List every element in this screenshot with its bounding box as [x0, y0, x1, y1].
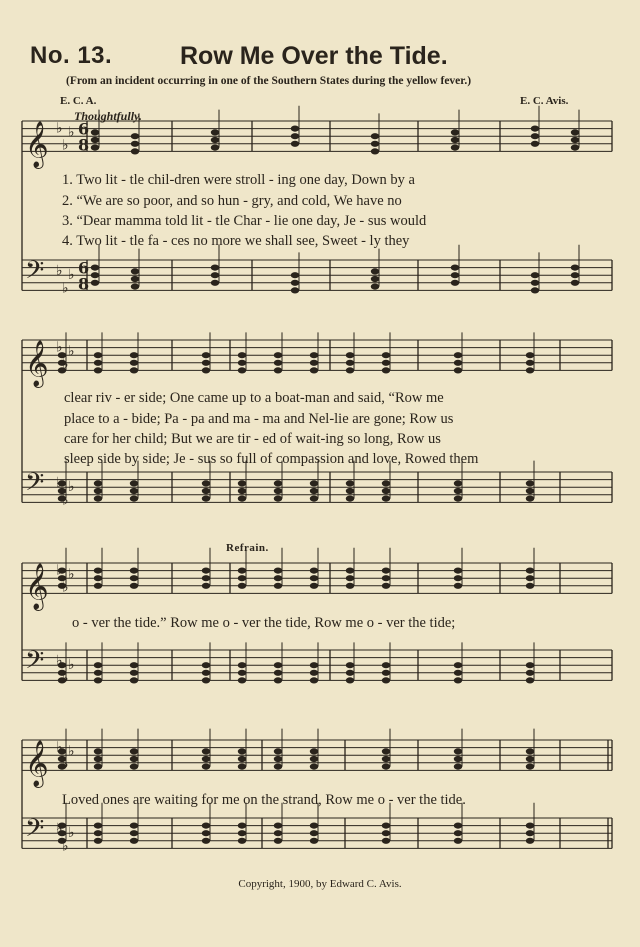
flat-icon: ♭	[62, 356, 69, 373]
note-head	[274, 352, 282, 358]
note-head	[310, 838, 318, 844]
flat-icon: ♭	[56, 263, 63, 280]
note-head	[526, 830, 534, 836]
flat-icon: ♭	[68, 657, 75, 674]
note-head	[531, 133, 539, 139]
hymn-number: No. 13.	[30, 42, 113, 69]
note-head	[571, 272, 579, 278]
flat-icon: ♭	[68, 566, 75, 583]
note-head	[346, 360, 354, 366]
note-head	[91, 280, 99, 286]
note-head	[310, 352, 318, 358]
note-head	[91, 265, 99, 271]
note-head	[382, 823, 390, 829]
note-head	[310, 488, 318, 494]
note-head	[310, 496, 318, 502]
note-head	[274, 748, 282, 754]
note-head	[274, 568, 282, 574]
note-head	[94, 496, 102, 502]
note-head	[274, 838, 282, 844]
note-head	[526, 480, 534, 486]
note-head	[571, 137, 579, 143]
note-head	[571, 280, 579, 286]
note-head	[238, 352, 246, 358]
note-head	[202, 496, 210, 502]
note-head	[346, 480, 354, 486]
note-head	[454, 480, 462, 486]
note-head	[130, 823, 138, 829]
note-head	[94, 575, 102, 581]
note-head	[371, 268, 379, 274]
note-head	[130, 583, 138, 589]
note-head	[94, 823, 102, 829]
note-head	[346, 488, 354, 494]
note-head	[346, 367, 354, 373]
note-head	[94, 838, 102, 844]
note-head	[202, 480, 210, 486]
bass-clef-icon: 𝄢	[25, 813, 45, 849]
hymn-note: (From an incident occurring in one of the Southern States during the yellow fever.)	[66, 75, 472, 87]
note-head	[130, 677, 138, 683]
note-head	[211, 272, 219, 278]
verse1-line2: clear riv - er side; One came up to a boat-man and said, “Row me	[64, 390, 444, 406]
flat-icon: ♭	[68, 343, 75, 360]
note-head	[202, 352, 210, 358]
note-head	[310, 480, 318, 486]
note-head	[310, 677, 318, 683]
note-head	[454, 488, 462, 494]
note-head	[526, 488, 534, 494]
note-head	[94, 662, 102, 668]
note-head	[382, 360, 390, 366]
note-head	[346, 677, 354, 683]
note-head	[211, 137, 219, 143]
note-head	[371, 284, 379, 290]
note-head	[382, 830, 390, 836]
note-head	[130, 352, 138, 358]
note-head	[526, 662, 534, 668]
note-head	[202, 488, 210, 494]
note-head	[130, 838, 138, 844]
note-head	[238, 764, 246, 770]
note-head	[94, 830, 102, 836]
note-head	[526, 367, 534, 373]
flat-icon: ♭	[62, 137, 69, 154]
refrain-line1: o - ver the tide.” Row me o - ver the tide, Row me o - ver the tide;	[72, 615, 456, 631]
note-head	[531, 141, 539, 147]
note-head	[531, 272, 539, 278]
note-head	[130, 568, 138, 574]
note-head	[274, 488, 282, 494]
refrain-label: Refrain.	[226, 542, 269, 554]
note-head	[346, 575, 354, 581]
note-head	[202, 568, 210, 574]
flat-icon: ♭	[56, 339, 63, 356]
note-head	[202, 764, 210, 770]
note-head	[274, 756, 282, 762]
note-head	[130, 756, 138, 762]
verse4-line2: sleep side by side; Je - sus so full of compassion and love, Rowed them	[64, 451, 479, 467]
note-head	[238, 677, 246, 683]
note-head	[130, 670, 138, 676]
note-head	[131, 133, 139, 139]
note-head	[274, 830, 282, 836]
note-head	[310, 583, 318, 589]
note-head	[346, 568, 354, 574]
flat-icon: ♭	[62, 492, 69, 509]
flat-icon: ♭	[62, 838, 69, 855]
note-head	[346, 583, 354, 589]
note-head	[274, 360, 282, 366]
note-head	[211, 265, 219, 271]
note-head	[94, 568, 102, 574]
note-head	[274, 670, 282, 676]
note-head	[346, 352, 354, 358]
note-head	[274, 496, 282, 502]
note-head	[454, 670, 462, 676]
note-head	[274, 583, 282, 589]
flat-icon: ♭	[56, 562, 63, 579]
note-head	[451, 145, 459, 151]
note-head	[202, 748, 210, 754]
note-head	[526, 575, 534, 581]
note-head	[94, 670, 102, 676]
note-head	[131, 141, 139, 147]
note-head	[238, 838, 246, 844]
bass-clef-icon: 𝄢	[25, 255, 45, 291]
note-head	[130, 360, 138, 366]
flat-icon: ♭	[62, 579, 69, 596]
verse3-line2: care for her child; But we are tir - ed of wait-ing so long, Row us	[64, 431, 441, 447]
flat-icon: ♭	[68, 825, 75, 842]
note-head	[94, 360, 102, 366]
note-head	[202, 670, 210, 676]
note-head	[454, 575, 462, 581]
flat-icon: ♭	[68, 743, 75, 760]
note-head	[238, 488, 246, 494]
time-signature: 8	[78, 274, 90, 294]
note-head	[382, 575, 390, 581]
note-head	[274, 677, 282, 683]
note-head	[131, 284, 139, 290]
note-head	[454, 748, 462, 754]
note-head	[91, 145, 99, 151]
note-head	[91, 137, 99, 143]
note-head	[211, 129, 219, 135]
note-head	[526, 838, 534, 844]
note-head	[291, 133, 299, 139]
note-head	[346, 670, 354, 676]
note-head	[382, 670, 390, 676]
note-head	[382, 748, 390, 754]
note-head	[238, 756, 246, 762]
note-head	[131, 268, 139, 274]
note-head	[91, 129, 99, 135]
music-credit: E. C. Avis.	[520, 95, 569, 107]
note-head	[382, 352, 390, 358]
flat-icon: ♭	[68, 267, 75, 284]
flat-icon: ♭	[68, 479, 75, 496]
note-head	[291, 126, 299, 132]
note-head	[382, 662, 390, 668]
note-head	[454, 756, 462, 762]
time-signature: 8	[78, 135, 90, 155]
note-head	[371, 148, 379, 154]
flat-icon: ♭	[62, 670, 69, 687]
note-head	[94, 764, 102, 770]
note-head	[382, 480, 390, 486]
note-head	[274, 367, 282, 373]
note-head	[131, 276, 139, 282]
note-head	[238, 367, 246, 373]
verse2-line2: place to a - bide; Pa - pa and ma - ma and Nel-lie are gone; Row us	[64, 411, 454, 427]
note-head	[382, 764, 390, 770]
note-head	[371, 276, 379, 282]
note-head	[202, 360, 210, 366]
note-head	[94, 677, 102, 683]
note-head	[526, 748, 534, 754]
bass-clef-icon: 𝄢	[25, 467, 45, 503]
note-head	[274, 823, 282, 829]
note-head	[130, 662, 138, 668]
note-head	[211, 145, 219, 151]
tempo-marking: Thoughtfully.	[74, 109, 142, 123]
note-head	[310, 748, 318, 754]
note-head	[526, 823, 534, 829]
note-head	[130, 480, 138, 486]
note-head	[531, 287, 539, 293]
note-head	[526, 670, 534, 676]
note-head	[310, 830, 318, 836]
note-head	[94, 583, 102, 589]
note-head	[91, 272, 99, 278]
note-head	[346, 662, 354, 668]
note-head	[382, 488, 390, 494]
note-head	[454, 367, 462, 373]
note-head	[94, 748, 102, 754]
verse1-line1: 1. Two lit - tle chil-dren were stroll - ing one day, Down by a	[62, 172, 415, 188]
note-head	[526, 568, 534, 574]
note-head	[382, 367, 390, 373]
note-head	[310, 568, 318, 574]
note-head	[202, 838, 210, 844]
note-head	[526, 496, 534, 502]
note-head	[130, 830, 138, 836]
note-head	[202, 756, 210, 762]
note-head	[94, 756, 102, 762]
time-signature: 6	[78, 119, 90, 139]
note-head	[382, 568, 390, 574]
note-head	[238, 496, 246, 502]
note-head	[382, 583, 390, 589]
note-head	[310, 756, 318, 762]
note-head	[130, 367, 138, 373]
note-head	[211, 280, 219, 286]
copyright-notice: Copyright, 1900, by Edward C. Avis.	[238, 878, 402, 890]
note-head	[131, 148, 139, 154]
note-head	[310, 823, 318, 829]
note-head	[371, 141, 379, 147]
note-head	[238, 748, 246, 754]
note-head	[346, 496, 354, 502]
note-head	[130, 748, 138, 754]
note-head	[382, 496, 390, 502]
note-head	[291, 272, 299, 278]
note-head	[238, 583, 246, 589]
note-head	[274, 575, 282, 581]
note-head	[454, 568, 462, 574]
note-head	[202, 662, 210, 668]
note-head	[202, 823, 210, 829]
note-head	[130, 496, 138, 502]
note-head	[454, 830, 462, 836]
note-head	[454, 823, 462, 829]
refrain-line2: Loved ones are waiting for me on the strand, Row me o - ver the tide.	[62, 792, 466, 808]
note-head	[94, 352, 102, 358]
flat-icon: ♭	[56, 475, 63, 492]
note-head	[238, 480, 246, 486]
note-head	[454, 352, 462, 358]
note-head	[571, 129, 579, 135]
note-head	[454, 662, 462, 668]
note-head	[291, 280, 299, 286]
note-head	[310, 662, 318, 668]
flat-icon: ♭	[56, 739, 63, 756]
note-head	[202, 367, 210, 373]
note-head	[382, 756, 390, 762]
note-head	[531, 126, 539, 132]
note-head	[310, 575, 318, 581]
note-head	[274, 764, 282, 770]
note-head	[531, 280, 539, 286]
note-head	[94, 367, 102, 373]
note-head	[238, 670, 246, 676]
note-head	[238, 830, 246, 836]
note-head	[274, 480, 282, 486]
note-head	[571, 265, 579, 271]
flat-icon: ♭	[62, 280, 69, 297]
note-head	[454, 360, 462, 366]
note-head	[526, 764, 534, 770]
words-credit: E. C. A.	[60, 95, 97, 107]
note-head	[451, 272, 459, 278]
note-head	[526, 583, 534, 589]
note-head	[130, 575, 138, 581]
note-head	[382, 838, 390, 844]
note-head	[382, 677, 390, 683]
note-head	[238, 568, 246, 574]
flat-icon: ♭	[56, 120, 63, 137]
note-head	[238, 575, 246, 581]
note-head	[291, 287, 299, 293]
verse4-line1: 4. Two lit - tle fa - ces no more we shall see, Sweet - ly they	[62, 233, 410, 249]
treble-clef-icon: 𝄞	[25, 340, 49, 387]
treble-clef-icon: 𝄞	[25, 563, 49, 610]
note-head	[454, 764, 462, 770]
note-head	[238, 360, 246, 366]
note-head	[454, 838, 462, 844]
note-head	[526, 677, 534, 683]
note-head	[94, 488, 102, 494]
note-head	[130, 488, 138, 494]
treble-clef-icon: 𝄞	[25, 121, 49, 168]
note-head	[202, 583, 210, 589]
note-head	[526, 360, 534, 366]
bass-clef-icon: 𝄢	[25, 645, 45, 681]
note-head	[130, 764, 138, 770]
note-head	[238, 662, 246, 668]
note-head	[451, 280, 459, 286]
note-head	[451, 137, 459, 143]
verse3-line1: 3. “Dear mamma told lit - tle Char - lie one day, Je - sus would	[62, 213, 427, 229]
note-head	[310, 764, 318, 770]
note-head	[526, 352, 534, 358]
note-head	[310, 367, 318, 373]
note-head	[202, 830, 210, 836]
note-head	[454, 583, 462, 589]
time-signature: 6	[78, 258, 90, 278]
note-head	[526, 756, 534, 762]
note-head	[454, 496, 462, 502]
note-head	[202, 677, 210, 683]
hymn-title: Row Me Over the Tide.	[180, 42, 448, 70]
flat-icon: ♭	[68, 124, 75, 141]
note-head	[451, 265, 459, 271]
note-head	[371, 133, 379, 139]
note-head	[238, 823, 246, 829]
note-head	[94, 480, 102, 486]
note-head	[451, 129, 459, 135]
note-head	[310, 670, 318, 676]
flat-icon: ♭	[62, 756, 69, 773]
flat-icon: ♭	[56, 821, 63, 838]
note-head	[454, 677, 462, 683]
note-head	[571, 145, 579, 151]
note-head	[291, 141, 299, 147]
verse2-line1: 2. “We are so poor, and so hun - gry, and cold, We have no	[62, 193, 402, 209]
treble-clef-icon: 𝄞	[25, 740, 49, 787]
note-head	[310, 360, 318, 366]
note-head	[202, 575, 210, 581]
flat-icon: ♭	[56, 653, 63, 670]
note-head	[274, 662, 282, 668]
